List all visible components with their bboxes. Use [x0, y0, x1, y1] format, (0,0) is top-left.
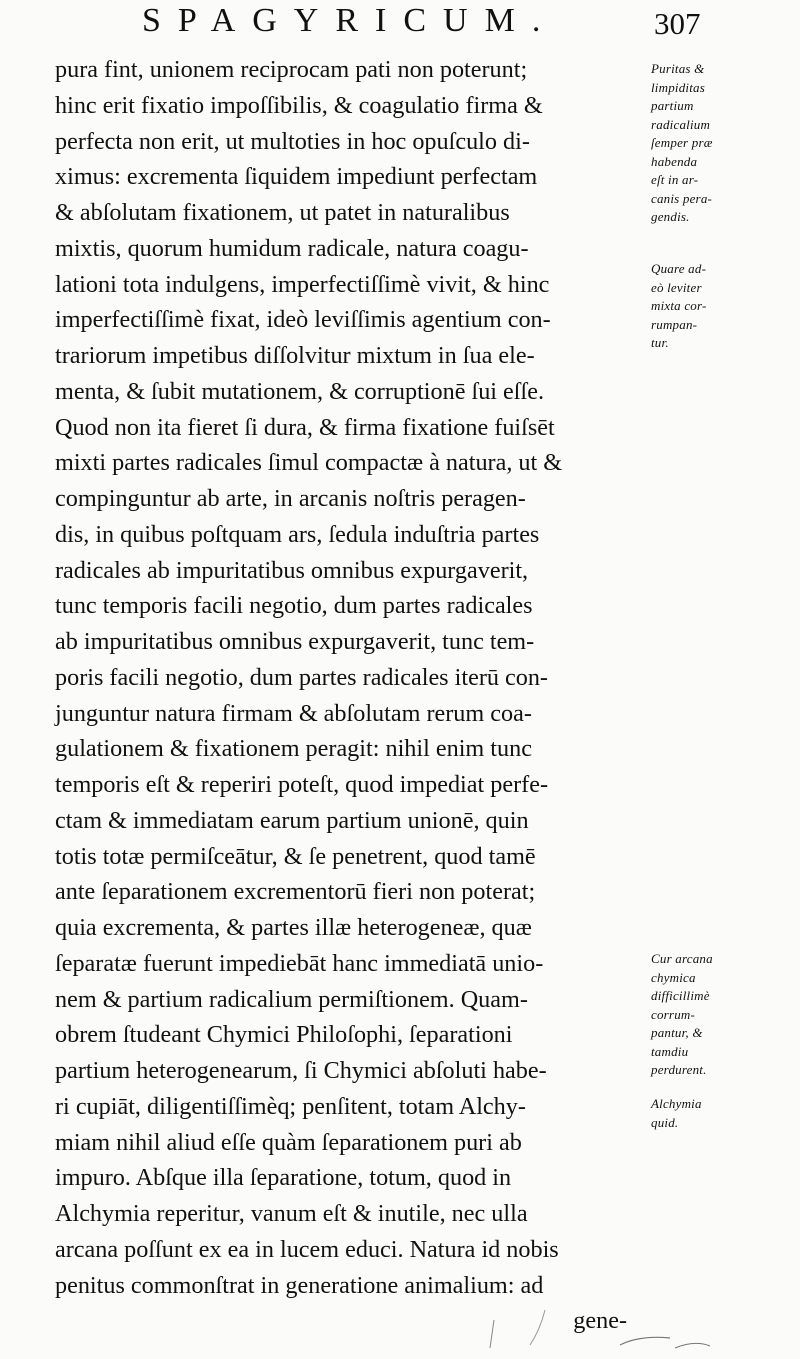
marginal-note: [651, 60, 791, 227]
text-line: Quod non ita fieret ſi dura, & firma fixatione fuiſsēt: [55, 413, 555, 441]
marginal-note-line: Cur arcana: [651, 951, 713, 966]
ink-smudge-decoration: [470, 1290, 730, 1350]
text-line: impuro. Abſque illa ſeparatione, totum, quod in: [55, 1164, 512, 1192]
text-line: quia excrementa, & partes illæ heterogeneæ, quæ: [55, 914, 532, 941]
text-line: ximus: excrementa ſiquidem impediunt perfectam: [55, 163, 538, 191]
text-line: partium heterogenearum, ſi Chymici abſoluti habe-: [55, 1057, 547, 1084]
text-line: ctam & immediatam earum partium unionē, quin: [55, 806, 529, 834]
marginal-note-line: perdurent.: [651, 1062, 707, 1077]
text-line: lationi tota indulgens, imperfectiſſimè vivit, & hinc: [55, 270, 550, 298]
text-line: obrem ſtudeant Chymici Philoſophi, ſeparationi: [55, 1021, 513, 1049]
text-line: & abſolutam fixationem, ut patet in naturalibus: [55, 199, 510, 226]
text-line: dis, in quibus poſtquam ars, ſedula induſtria partes: [55, 520, 540, 548]
text-line: arcana poſſunt ex ea in lucem educi. Natura id nobis: [55, 1235, 559, 1263]
text-line: tunc temporis facili negotio, dum partes radicales: [55, 592, 533, 620]
text-line: ſeparatæ fuerunt impediebāt hanc immediatā unio-: [55, 949, 544, 977]
text-line: Alchymia reperitur, vanum eſt & inutile, nec ulla: [55, 1200, 528, 1227]
text-line: nem & partium radicalium permiſtionem. Quam-: [55, 985, 528, 1013]
marginal-note-line: habenda: [651, 153, 698, 169]
text-line: gulationem & fixationem peragit: nihil enim tunc: [55, 735, 532, 763]
text-line: ab impuritatibus omnibus expurgaverit, tunc tem-: [55, 628, 535, 655]
marginal-note-line: rumpan-: [651, 316, 698, 332]
marginal-note-line: tamdiu: [651, 1043, 689, 1059]
catchword: gene-: [573, 1307, 627, 1335]
text-line: ri cupiāt, diligentiſſimèq; penſitent, totam Alchy-: [55, 1092, 526, 1120]
marginal-note-line: corrum-: [651, 1006, 696, 1022]
body-text: [55, 52, 635, 1339]
marginal-note: [651, 950, 791, 1080]
text-line: radicales ab impuritatibus omnibus expurgaverit,: [55, 556, 529, 584]
marginal-note: [651, 1095, 791, 1132]
text-line: ante ſeparationem excrementorū fieri non poterat;: [55, 878, 536, 906]
text-line: miam nihil aliud eſſe quàm ſeparationem puri ab: [55, 1128, 522, 1156]
marginal-note-line: ſemper præ: [651, 135, 713, 150]
text-line: penitus commonſtrat in generatione animalium: ad: [55, 1271, 544, 1299]
text-line: mixtis, quorum humidum radicale, natura coagu-: [55, 234, 529, 262]
marginal-note-line: quid.: [651, 1114, 679, 1130]
marginal-note-line: difficillimè: [651, 988, 710, 1003]
marginal-note-line: tur.: [651, 335, 669, 350]
marginal-note-line: chymica: [651, 969, 696, 985]
marginal-note-line: eſt in ar-: [651, 172, 699, 187]
text-line: trariorum impetibus diſſolvitur mixtum in ſua ele-: [55, 342, 535, 369]
marginal-note-line: Puritas &: [651, 61, 705, 76]
text-line: mixti partes radicales ſimul compactæ à natura, ut &: [55, 449, 563, 477]
text-line: poris facili negotio, dum partes radicales iterū con-: [55, 663, 548, 691]
marginal-note-line: mixta cor-: [651, 298, 707, 313]
marginal-note-line: partium: [651, 98, 694, 113]
text-line: perfecta non erit, ut multoties in hoc opuſculo di-: [55, 127, 530, 155]
text-line: compinguntur ab arte, in arcanis noſtris peragen-: [55, 485, 526, 512]
text-line: menta, & ſubit mutationem, & corruptionē ſui eſſe.: [55, 377, 545, 405]
text-line: temporis eſt & reperiri poteſt, quod impediat perfe-: [55, 771, 548, 798]
marginal-note-line: eò leviter: [651, 279, 702, 295]
marginal-note-line: Alchymia: [651, 1096, 702, 1111]
marginal-note: [651, 260, 791, 353]
marginal-note-line: pantur, &: [651, 1025, 703, 1040]
marginal-note-line: Quare ad-: [651, 261, 707, 276]
page-number: 307: [654, 6, 701, 41]
running-title: SPAGYRICUM.: [142, 2, 558, 39]
text-line: imperfectiſſimè fixat, ideò leviſſimis agentium con-: [55, 306, 551, 334]
running-head: [142, 0, 742, 52]
text-line: hinc erit fixatio impoſſibilis, & coagulatio firma &: [55, 91, 543, 119]
text-line: totis totæ permiſceātur, & ſe penetrent, quod tamē: [55, 842, 536, 870]
text-line: junguntur natura firmam & abſolutam rerum coa-: [55, 699, 532, 727]
text-line: pura fint, unionem reciprocam pati non poterunt;: [55, 56, 528, 83]
marginal-note-line: limpiditas: [651, 79, 706, 95]
marginal-note-line: gendis.: [651, 209, 690, 224]
marginal-note-line: radicalium: [651, 116, 711, 132]
marginal-note-line: canis pera-: [651, 190, 713, 206]
